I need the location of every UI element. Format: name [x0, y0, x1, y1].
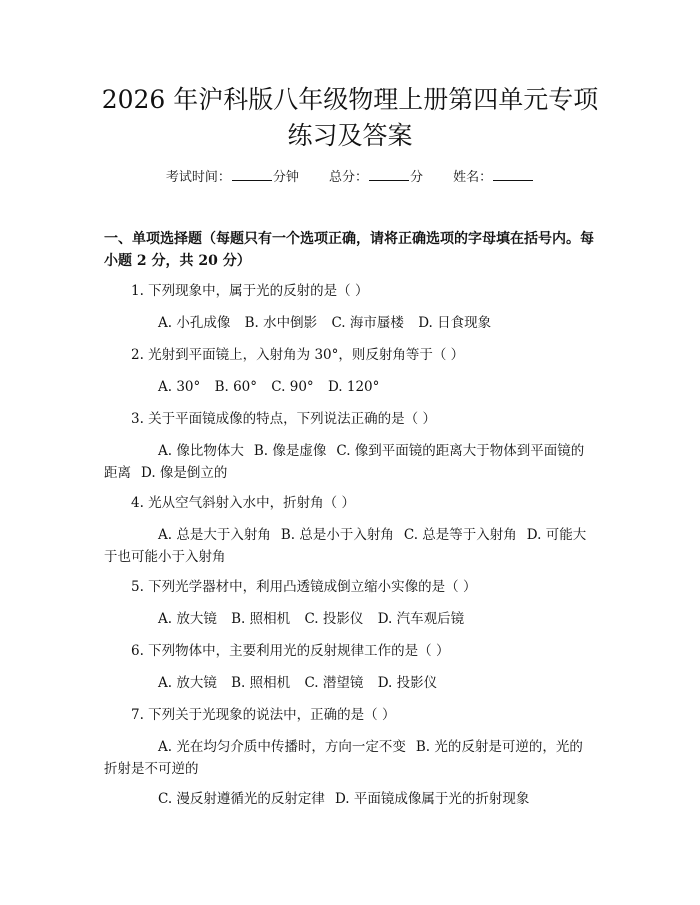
q5-option-d: D. 汽车观后镜 [377, 611, 465, 627]
page-title-line2: 练习及答案 [287, 121, 413, 150]
question-4-options [104, 524, 592, 568]
exam-time-label: 考试时间： [165, 170, 231, 185]
exam-time-unit: 分钟 [272, 170, 299, 185]
q2-option-d: D. 120° [327, 379, 380, 395]
question-4-stem: 4. 光从空气斜射入水中，折射角（ ） [131, 495, 355, 511]
q6-option-b: B. 照相机 [231, 675, 291, 691]
question-2-options [104, 376, 592, 398]
question-1-options [104, 312, 592, 334]
q3-option-c: C. 像到平面镜的距离大于物体到平面镜的距离 [104, 443, 585, 481]
q7-option-c: C. 漫反射遵循光的反射定律 [158, 791, 325, 807]
total-score-blank[interactable] [369, 168, 409, 181]
q5-option-b: B. 照相机 [231, 611, 291, 627]
q6-option-c: C. 潜望镜 [304, 675, 364, 691]
exam-time-blank[interactable] [232, 168, 272, 181]
q7-option-b: B. 光的反射是可逆的，光的折射是不可逆的 [104, 739, 583, 777]
q1-option-b: B. 水中倒影 [244, 315, 318, 331]
total-score-unit: 分 [410, 170, 424, 185]
total-score-label: 总分： [328, 170, 368, 185]
student-name-label: 姓名： [453, 170, 493, 185]
student-name-field [453, 168, 534, 188]
question-7-options-cd [104, 788, 592, 810]
q6-option-a: A. 放大镜 [158, 675, 217, 691]
question-7-stem: 7. 下列关于光现象的说法中，正确的是（ ） [131, 707, 396, 723]
q4-option-c: C. 总是等于入射角 [403, 527, 517, 543]
q3-option-d: D. 像是倒立的 [141, 465, 228, 481]
question-5-stem: 5. 下列光学器材中，利用凸透镜成倒立缩小实像的是（ ） [131, 579, 477, 595]
q7-option-a: A. 光在均匀介质中传播时，方向一定不变 [158, 739, 406, 755]
total-score-field [329, 168, 423, 188]
q3-option-b: B. 像是虚像 [253, 443, 327, 459]
q3-option-a: A. 像比物体大 [158, 443, 244, 459]
exam-info-bar [0, 168, 700, 188]
q5-option-a: A. 放大镜 [158, 611, 217, 627]
q2-option-a: A. 30° [158, 379, 201, 395]
q4-option-a: A. 总是大于入射角 [158, 527, 271, 543]
question-6-options [104, 672, 592, 694]
question-5-options [104, 608, 592, 630]
question-3-options [104, 440, 592, 484]
section-heading-single-choice: 一、单项选择题（每题只有一个选项正确，请将正确选项的字母填在括号内。每小题 2 分，共 20 分） [104, 231, 594, 269]
q4-option-d: D. 可能大于也可能小于入射角 [104, 527, 587, 565]
question-2-stem: 2. 光射到平面镜上，入射角为 30°，则反射角等于（ ） [131, 347, 465, 363]
question-6-stem: 6. 下列物体中，主要利用光的反射规律工作的是（ ） [131, 643, 450, 659]
q2-option-b: B. 60° [214, 379, 257, 395]
q7-option-d: D. 平面镜成像属于光的折射现象 [334, 791, 530, 807]
question-1-stem: 1. 下列现象中，属于光的反射的是（ ） [131, 283, 369, 299]
student-name-blank[interactable] [493, 168, 533, 181]
question-7-options-ab [104, 736, 592, 780]
q6-option-d: D. 投影仪 [377, 675, 438, 691]
q4-option-b: B. 总是小于入射角 [280, 527, 394, 543]
exam-time-field [166, 168, 299, 188]
q1-option-c: C. 海市蜃楼 [331, 315, 404, 331]
page-title-line1: 2026 年沪科版八年级物理上册第四单元专项 [101, 85, 599, 114]
question-3-stem: 3. 关于平面镜成像的特点，下列说法正确的是（ ） [131, 411, 436, 427]
q1-option-d: D. 日食现象 [418, 315, 492, 331]
q5-option-c: C. 投影仪 [304, 611, 364, 627]
q2-option-c: C. 90° [271, 379, 314, 395]
q1-option-a: A. 小孔成像 [158, 315, 231, 331]
